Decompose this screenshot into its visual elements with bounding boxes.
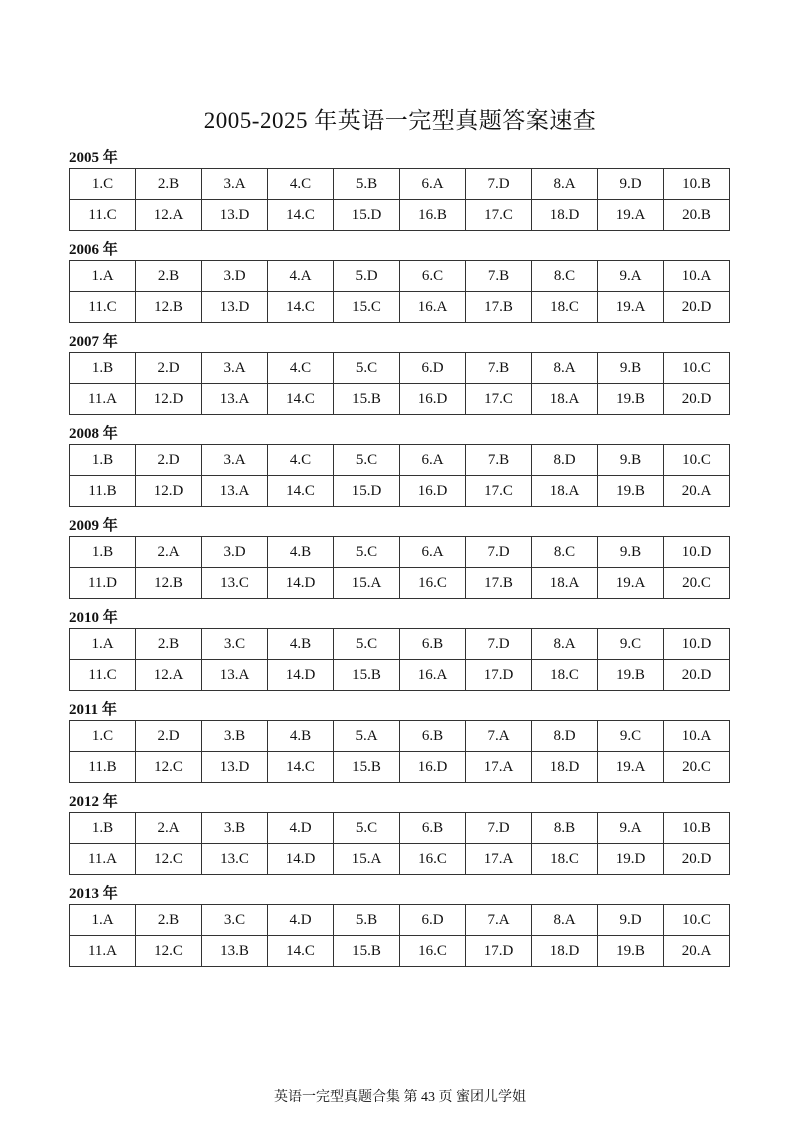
year-label: 2011 年 xyxy=(69,702,117,718)
answer-cell: 9.C xyxy=(598,721,664,752)
answer-cell: 2.B xyxy=(136,169,202,200)
answer-cell: 6.B xyxy=(400,721,466,752)
answer-cell: 16.A xyxy=(400,292,466,323)
answer-table xyxy=(69,444,730,507)
answer-cell: 1.B xyxy=(70,445,136,476)
answer-cell: 2.B xyxy=(136,261,202,292)
answer-cell: 12.D xyxy=(136,476,202,507)
answer-cell: 8.C xyxy=(532,537,598,568)
answer-cell: 12.C xyxy=(136,936,202,967)
answer-cell: 4.B xyxy=(268,721,334,752)
answer-cell: 18.D xyxy=(532,752,598,783)
year-section xyxy=(69,608,730,691)
table-row xyxy=(70,537,730,568)
year-label: 2006 年 xyxy=(69,242,118,258)
answer-cell: 12.C xyxy=(136,844,202,875)
answer-cell: 19.A xyxy=(598,752,664,783)
answer-cell: 2.B xyxy=(136,905,202,936)
answer-cell: 5.C xyxy=(334,537,400,568)
answer-cell: 15.B xyxy=(334,660,400,691)
answer-cell: 10.A xyxy=(664,261,730,292)
answer-cell: 6.A xyxy=(400,445,466,476)
answer-cell: 5.B xyxy=(334,905,400,936)
answer-cell: 7.D xyxy=(466,629,532,660)
answer-cell: 14.C xyxy=(268,476,334,507)
answer-cell: 16.B xyxy=(400,200,466,231)
answer-cell: 4.C xyxy=(268,169,334,200)
answer-cell: 8.D xyxy=(532,445,598,476)
answer-cell: 18.C xyxy=(532,660,598,691)
answer-cell: 12.C xyxy=(136,752,202,783)
answer-cell: 3.A xyxy=(202,169,268,200)
answer-cell: 14.D xyxy=(268,568,334,599)
answer-cell: 19.B xyxy=(598,476,664,507)
answer-cell: 10.D xyxy=(664,537,730,568)
answer-cell: 8.A xyxy=(532,905,598,936)
answer-cell: 13.A xyxy=(202,476,268,507)
table-row xyxy=(70,752,730,783)
answer-cell: 8.D xyxy=(532,721,598,752)
year-section xyxy=(69,884,730,967)
table-row xyxy=(70,660,730,691)
year-label: 2009 年 xyxy=(69,518,118,534)
answer-cell: 3.A xyxy=(202,353,268,384)
answer-cell: 3.C xyxy=(202,629,268,660)
answer-cell: 12.B xyxy=(136,568,202,599)
answer-cell: 15.A xyxy=(334,844,400,875)
answer-cell: 13.D xyxy=(202,292,268,323)
answer-cell: 10.C xyxy=(664,905,730,936)
year-section xyxy=(69,516,730,599)
answer-cell: 14.D xyxy=(268,844,334,875)
answer-cell: 4.D xyxy=(268,813,334,844)
answer-cell: 9.B xyxy=(598,537,664,568)
answer-cell: 13.D xyxy=(202,752,268,783)
answer-cell: 11.C xyxy=(70,660,136,691)
answer-cell: 9.A xyxy=(598,261,664,292)
answer-cell: 11.A xyxy=(70,384,136,415)
answer-cell: 19.B xyxy=(598,660,664,691)
table-row xyxy=(70,936,730,967)
year-section xyxy=(69,240,730,323)
answer-cell: 8.A xyxy=(532,169,598,200)
table-row xyxy=(70,200,730,231)
answer-cell: 7.B xyxy=(466,261,532,292)
answer-cell: 17.A xyxy=(466,752,532,783)
answer-cell: 9.D xyxy=(598,169,664,200)
answer-cell: 10.A xyxy=(664,721,730,752)
answer-cell: 9.B xyxy=(598,353,664,384)
answer-cell: 11.C xyxy=(70,200,136,231)
answer-cell: 17.B xyxy=(466,292,532,323)
table-row xyxy=(70,445,730,476)
table-row xyxy=(70,629,730,660)
answer-cell: 17.D xyxy=(466,660,532,691)
answer-cell: 20.A xyxy=(664,936,730,967)
answer-cell: 13.A xyxy=(202,660,268,691)
answer-cell: 19.A xyxy=(598,568,664,599)
answer-cell: 5.C xyxy=(334,629,400,660)
answer-cell: 10.B xyxy=(664,813,730,844)
year-label: 2013 年 xyxy=(69,886,118,902)
answer-cell: 1.B xyxy=(70,537,136,568)
answer-cell: 14.C xyxy=(268,292,334,323)
answer-cell: 17.C xyxy=(466,476,532,507)
answer-cell: 18.A xyxy=(532,476,598,507)
answer-cell: 12.A xyxy=(136,200,202,231)
answer-cell: 20.C xyxy=(664,752,730,783)
answer-cell: 4.B xyxy=(268,537,334,568)
answer-cell: 2.D xyxy=(136,353,202,384)
answer-cell: 19.B xyxy=(598,384,664,415)
answer-cell: 3.B xyxy=(202,813,268,844)
answer-cell: 14.C xyxy=(268,752,334,783)
answer-cell: 4.C xyxy=(268,353,334,384)
answer-cell: 9.C xyxy=(598,629,664,660)
answer-cell: 12.D xyxy=(136,384,202,415)
answer-cell: 19.A xyxy=(598,292,664,323)
answer-cell: 13.D xyxy=(202,200,268,231)
answer-cell: 8.A xyxy=(532,629,598,660)
page-title: 2005-2025 年英语一完型真题答案速查 xyxy=(203,108,597,133)
table-row xyxy=(70,844,730,875)
answer-cell: 5.A xyxy=(334,721,400,752)
answer-cell: 18.D xyxy=(532,936,598,967)
answer-table xyxy=(69,352,730,415)
answer-cell: 7.D xyxy=(466,537,532,568)
year-section xyxy=(69,792,730,875)
answer-cell: 6.D xyxy=(400,905,466,936)
answer-cell: 11.A xyxy=(70,844,136,875)
table-row xyxy=(70,292,730,323)
answer-cell: 11.D xyxy=(70,568,136,599)
answer-cell: 4.A xyxy=(268,261,334,292)
answer-cell: 4.C xyxy=(268,445,334,476)
answer-cell: 10.B xyxy=(664,169,730,200)
answer-cell: 7.B xyxy=(466,445,532,476)
answer-cell: 18.A xyxy=(532,568,598,599)
answer-table xyxy=(69,536,730,599)
answer-cell: 7.D xyxy=(466,169,532,200)
answer-cell: 18.C xyxy=(532,844,598,875)
answer-cell: 20.D xyxy=(664,292,730,323)
answer-cell: 18.D xyxy=(532,200,598,231)
table-row xyxy=(70,384,730,415)
table-row xyxy=(70,261,730,292)
answer-cell: 13.B xyxy=(202,936,268,967)
answer-cell: 10.C xyxy=(664,445,730,476)
answer-table xyxy=(69,260,730,323)
answer-cell: 7.B xyxy=(466,353,532,384)
answer-cell: 16.C xyxy=(400,844,466,875)
answer-cell: 11.B xyxy=(70,476,136,507)
answer-cell: 1.B xyxy=(70,353,136,384)
answer-cell: 14.D xyxy=(268,660,334,691)
answer-cell: 2.A xyxy=(136,537,202,568)
answer-cell: 20.D xyxy=(664,384,730,415)
answer-cell: 9.D xyxy=(598,905,664,936)
answer-cell: 2.A xyxy=(136,813,202,844)
answer-cell: 15.A xyxy=(334,568,400,599)
answer-cell: 17.C xyxy=(466,200,532,231)
answer-table xyxy=(69,812,730,875)
answer-table xyxy=(69,904,730,967)
answer-cell: 16.C xyxy=(400,936,466,967)
answer-cell: 4.B xyxy=(268,629,334,660)
table-row xyxy=(70,353,730,384)
answer-cell: 1.C xyxy=(70,169,136,200)
answer-cell: 12.A xyxy=(136,660,202,691)
table-row xyxy=(70,169,730,200)
answer-cell: 15.D xyxy=(334,200,400,231)
table-row xyxy=(70,476,730,507)
answer-cell: 20.D xyxy=(664,660,730,691)
answer-cell: 20.A xyxy=(664,476,730,507)
answer-cell: 5.D xyxy=(334,261,400,292)
answer-cell: 13.C xyxy=(202,844,268,875)
answer-cell: 3.A xyxy=(202,445,268,476)
answer-cell: 19.A xyxy=(598,200,664,231)
answer-cell: 1.B xyxy=(70,813,136,844)
answer-cell: 3.C xyxy=(202,905,268,936)
answer-cell: 13.C xyxy=(202,568,268,599)
year-section xyxy=(69,332,730,415)
answer-cell: 2.D xyxy=(136,721,202,752)
answer-cell: 15.C xyxy=(334,292,400,323)
answer-cell: 19.D xyxy=(598,844,664,875)
answer-cell: 5.C xyxy=(334,445,400,476)
answer-cell: 15.B xyxy=(334,384,400,415)
answer-cell: 7.D xyxy=(466,813,532,844)
answer-cell: 14.C xyxy=(268,936,334,967)
answer-cell: 8.A xyxy=(532,353,598,384)
year-section xyxy=(69,148,730,231)
answer-cell: 6.A xyxy=(400,169,466,200)
answer-cell: 6.C xyxy=(400,261,466,292)
answer-cell: 11.B xyxy=(70,752,136,783)
answer-cell: 6.B xyxy=(400,813,466,844)
answer-cell: 7.A xyxy=(466,721,532,752)
answer-cell: 6.D xyxy=(400,353,466,384)
answer-cell: 10.D xyxy=(664,629,730,660)
answer-cell: 11.C xyxy=(70,292,136,323)
table-row xyxy=(70,813,730,844)
table-row xyxy=(70,905,730,936)
table-row xyxy=(70,568,730,599)
answer-cell: 15.D xyxy=(334,476,400,507)
answer-cell: 20.B xyxy=(664,200,730,231)
answer-cell: 10.C xyxy=(664,353,730,384)
answer-cell: 6.A xyxy=(400,537,466,568)
answer-cell: 20.C xyxy=(664,568,730,599)
answer-cell: 16.D xyxy=(400,384,466,415)
answer-cell: 7.A xyxy=(466,905,532,936)
answer-cell: 16.A xyxy=(400,660,466,691)
year-label: 2012 年 xyxy=(69,794,118,810)
table-row xyxy=(70,721,730,752)
answer-cell: 12.B xyxy=(136,292,202,323)
answer-cell: 11.A xyxy=(70,936,136,967)
page-footer: 英语一完型真题合集 第 43 页 蜜团儿学姐 xyxy=(274,1090,526,1105)
answer-cell: 2.B xyxy=(136,629,202,660)
answer-cell: 18.C xyxy=(532,292,598,323)
answer-cell: 14.C xyxy=(268,384,334,415)
answer-cell: 5.B xyxy=(334,169,400,200)
answer-cell: 17.A xyxy=(466,844,532,875)
answer-cell: 9.A xyxy=(598,813,664,844)
answer-cell: 1.A xyxy=(70,261,136,292)
answer-table xyxy=(69,720,730,783)
answer-table xyxy=(69,168,730,231)
answer-cell: 8.B xyxy=(532,813,598,844)
year-label: 2005 年 xyxy=(69,150,118,166)
answer-cell: 17.B xyxy=(466,568,532,599)
answer-cell: 5.C xyxy=(334,353,400,384)
year-label: 2010 年 xyxy=(69,610,118,626)
answer-cell: 19.B xyxy=(598,936,664,967)
year-label: 2007 年 xyxy=(69,334,118,350)
answer-cell: 18.A xyxy=(532,384,598,415)
answer-cell: 16.C xyxy=(400,568,466,599)
answer-cell: 3.D xyxy=(202,261,268,292)
answer-cell: 17.C xyxy=(466,384,532,415)
answer-cell: 6.B xyxy=(400,629,466,660)
answer-cell: 16.D xyxy=(400,752,466,783)
answer-cell: 8.C xyxy=(532,261,598,292)
answer-cell: 5.C xyxy=(334,813,400,844)
answer-cell: 17.D xyxy=(466,936,532,967)
answer-cell: 15.B xyxy=(334,752,400,783)
answer-cell: 1.C xyxy=(70,721,136,752)
answer-cell: 20.D xyxy=(664,844,730,875)
year-label: 2008 年 xyxy=(69,426,118,442)
answer-cell: 13.A xyxy=(202,384,268,415)
answer-cell: 15.B xyxy=(334,936,400,967)
answer-cell: 2.D xyxy=(136,445,202,476)
answer-cell: 1.A xyxy=(70,629,136,660)
answer-cell: 3.B xyxy=(202,721,268,752)
answer-cell: 4.D xyxy=(268,905,334,936)
answer-sections xyxy=(69,148,730,976)
year-section xyxy=(69,424,730,507)
answer-cell: 1.A xyxy=(70,905,136,936)
answer-table xyxy=(69,628,730,691)
answer-cell: 14.C xyxy=(268,200,334,231)
year-section xyxy=(69,700,730,783)
answer-cell: 3.D xyxy=(202,537,268,568)
answer-cell: 9.B xyxy=(598,445,664,476)
answer-cell: 16.D xyxy=(400,476,466,507)
